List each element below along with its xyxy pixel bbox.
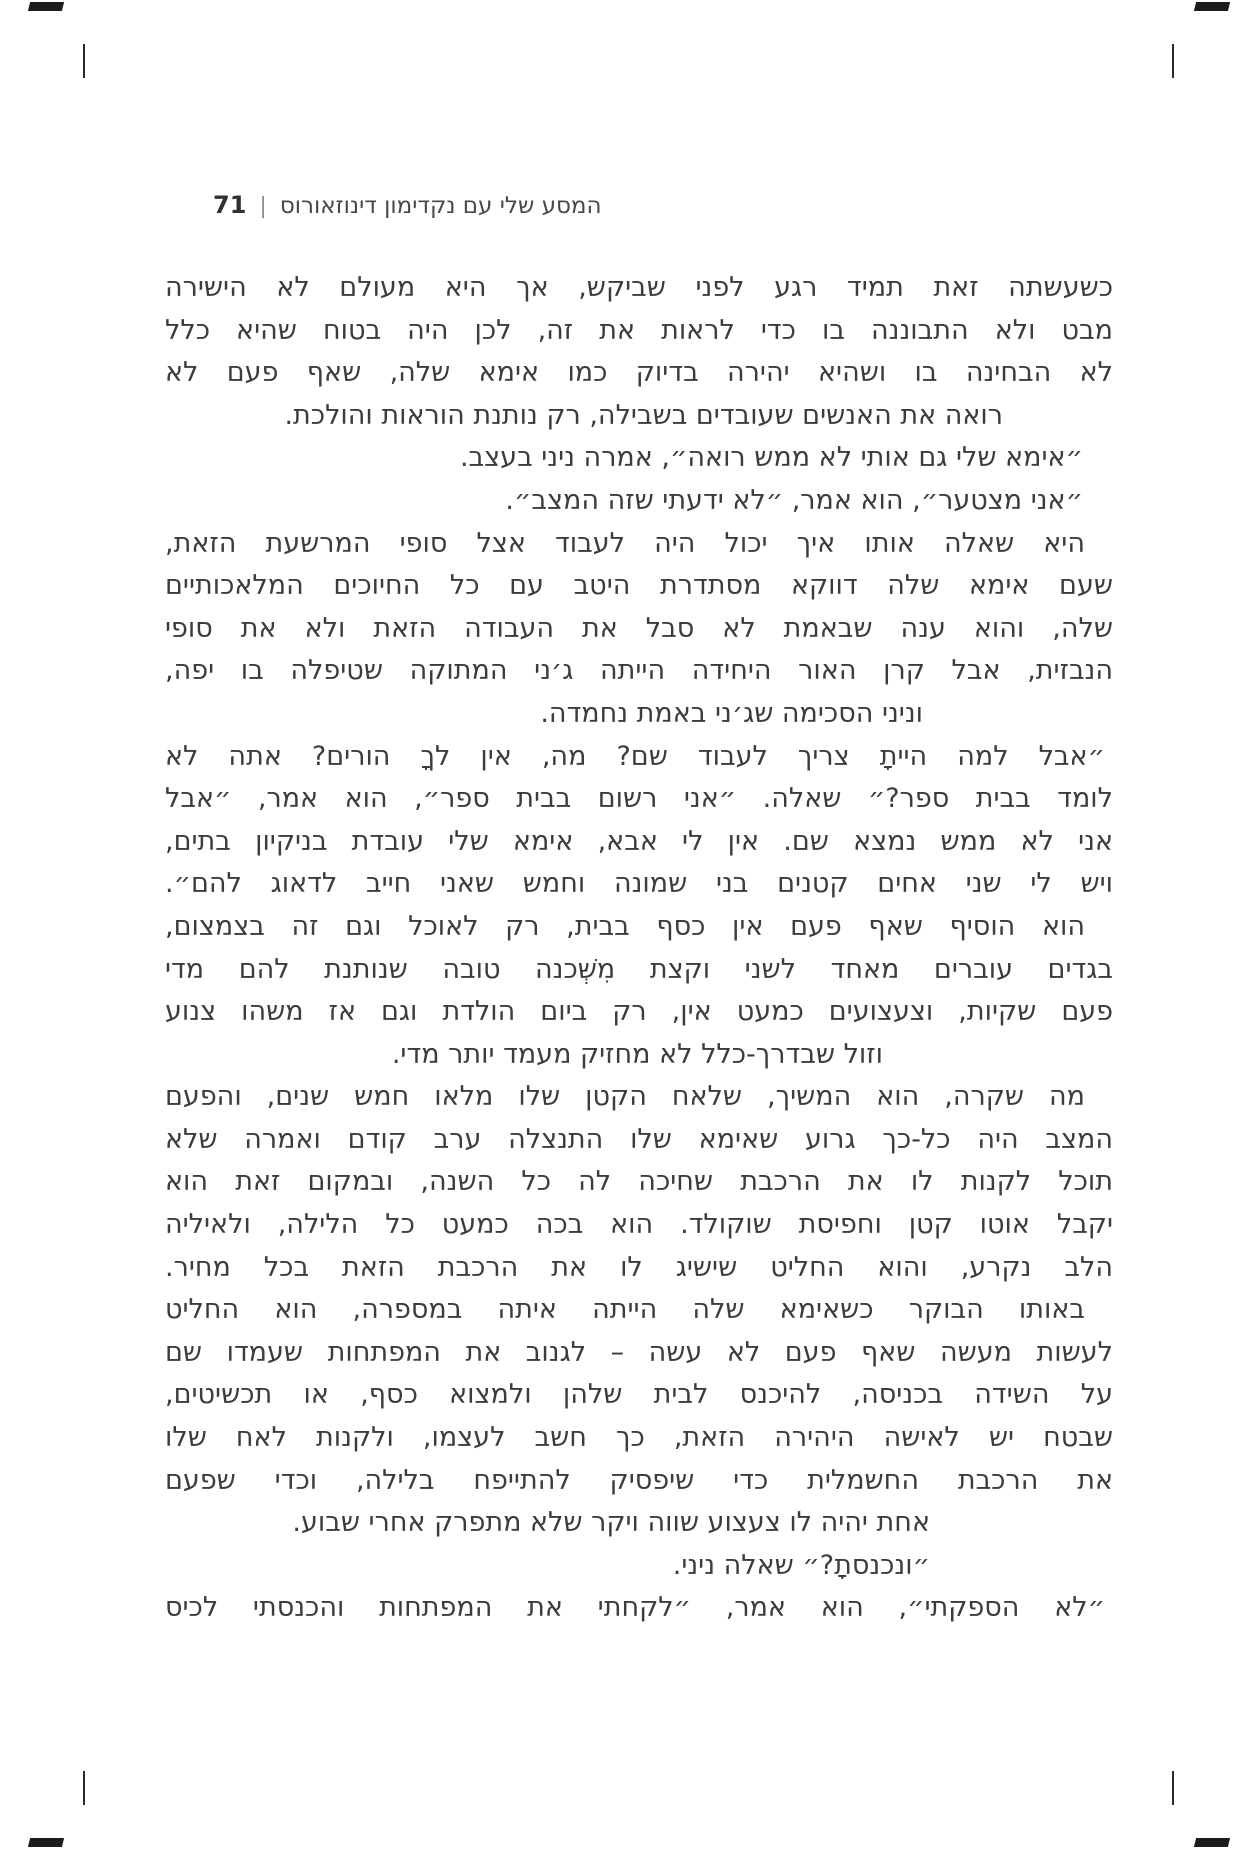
text-line: תוכל לקנות לו את הרכבת שחיכה לה כל השנה, ובמקום זאת הוא: [165, 1166, 1113, 1198]
text-line: באותו הבוקר כשאימא שלה הייתה איתה במספרה, הוא החליט: [165, 1294, 1085, 1326]
text-line: בגדים עוברים מאחד לשני וקצת מִשְּׁכנה טובה שנותנת להם מדי: [165, 953, 1113, 985]
text-line: שבטח יש לאישה היהירה הזאת, כך חשב לעצמו, ולקנות לאח שלו: [165, 1422, 1113, 1454]
text-line: שעם אימא שלה דווקא מסתדרת היטב עם כל החיוכים המלאכותיים: [165, 570, 1113, 602]
page-header: [213, 190, 602, 222]
text-line: לעשות מעשה שאף פעם לא עשה – לגנוב את המפתחות שעמדו שם: [165, 1336, 1113, 1368]
crop-mark-bottom-right-line: [1172, 1771, 1174, 1805]
text-line: הוא הוסיף שאף פעם אין כסף בבית, רק לאוכל וגם זה בצמצום,: [165, 910, 1085, 942]
text-line: לומד בבית ספר?״ שאלה. ״אני רשום בבית ספר״, הוא אמר, ״אבל: [165, 783, 1113, 815]
crop-mark-top-left-line: [83, 44, 85, 78]
text-column: [165, 0, 1113, 1849]
running-title: המסע שלי עם נקדימון דינוזאורוס: [279, 193, 602, 219]
text-line: מבט ולא התבוננה בו כדי לראות את זה, לכן היה בטוח שהיא כלל: [165, 314, 1113, 346]
text-line: שלה, והוא ענה שבאמת לא סבל את העבודה הזאת ולא את סופי: [165, 612, 1113, 644]
text-line: ויש לי שני אחים קטנים בני שמונה וחמש שאני חייב לדאוג להם״.: [165, 868, 1113, 900]
text-line: פעם שקיות, וצעצועים כמעט אין, רק ביום הולדת וגם אז משהו צנוע: [165, 996, 1113, 1028]
crop-mark-top-right-bar: [1194, 2, 1230, 11]
text-line: יקבל אוטו קטן וחפיסת שוקולד. הוא בכה כמעט כל הלילה, ולאיליה: [165, 1209, 1113, 1241]
text-line: ״לא הספקתי״, הוא אמר, ״לקחתי את המפתחות והכנסתי לכיס: [165, 1592, 1105, 1624]
header-separator: |: [259, 194, 267, 219]
crop-mark-bottom-left-bar: [28, 1838, 64, 1847]
text-line: וניני הסכימה שג׳ני באמת נחמדה.: [540, 697, 923, 729]
text-line: ״אימא שלי גם אותי לא ממש רואה״, אמרה ניני בעצב.: [459, 442, 1083, 474]
text-line: לא הבחינה בו ושהיא יהירה בדיוק כמו אימא שלה, שאף פעם לא: [165, 357, 1113, 389]
text-line: אחת יהיה לו צעצוע שווה ויקר שלא מתפרק אחרי שבוע.: [292, 1507, 930, 1539]
text-line: רואה את האנשים שעובדים בשבילה, רק נותנת הוראות והולכת.: [284, 399, 1003, 431]
crop-mark-top-left-bar: [28, 2, 64, 11]
text-line: ״אבל למה הייתָ צריך לעבוד שם? מה, אין לךָ הורים? אתה לא: [165, 740, 1105, 772]
page-number: 71: [213, 191, 247, 219]
text-line: את הרכבת החשמלית כדי שיפסיק להתייפח בלילה, וכדי שפעם: [165, 1464, 1113, 1496]
text-line: הנבזית, אבל קרן האור היחידה הייתה ג׳ני המתוקה שטיפלה בו יפה,: [165, 655, 1113, 687]
text-line: אני לא ממש נמצא שם. אין לי אבא, אימא שלי עובדת בניקיון בתים,: [165, 825, 1113, 857]
text-line: מה שקרה, הוא המשיך, שלאח הקטן שלו מלאו חמש שנים, והפעם: [165, 1081, 1085, 1113]
text-line: כשעשתה זאת תמיד רגע לפני שביקש, אך היא מעולם לא הישירה: [165, 272, 1113, 303]
crop-mark-top-right-line: [1172, 44, 1174, 78]
text-line: ״ונכנסתָ?״ שאלה ניני.: [672, 1549, 930, 1581]
page-body: [165, 267, 1113, 1630]
text-line: על השידה בכניסה, להיכנס לבית שלהן ולמצוא כסף, או תכשיטים,: [165, 1379, 1113, 1411]
text-line: וזול שבדרך-כלל לא מחזיק מעמד יותר מדי.: [391, 1038, 883, 1070]
text-line: הלב נקרע, והוא החליט שישיג לו את הרכבת הזאת בכל מחיר.: [165, 1251, 1113, 1283]
crop-mark-bottom-right-bar: [1194, 1838, 1230, 1847]
text-line: היא שאלה אותו איך יכול היה לעבוד אצל סופי המרשעת הזאת,: [165, 527, 1085, 559]
crop-mark-bottom-left-line: [83, 1771, 85, 1805]
text-line: ״אני מצטער״, הוא אמר, ״לא ידעתי שזה המצב״.: [505, 484, 1083, 516]
text-line: המצב היה כל-כך גרוע שאימא שלו התנצלה ערב קודם ואמרה שלא: [165, 1123, 1113, 1155]
